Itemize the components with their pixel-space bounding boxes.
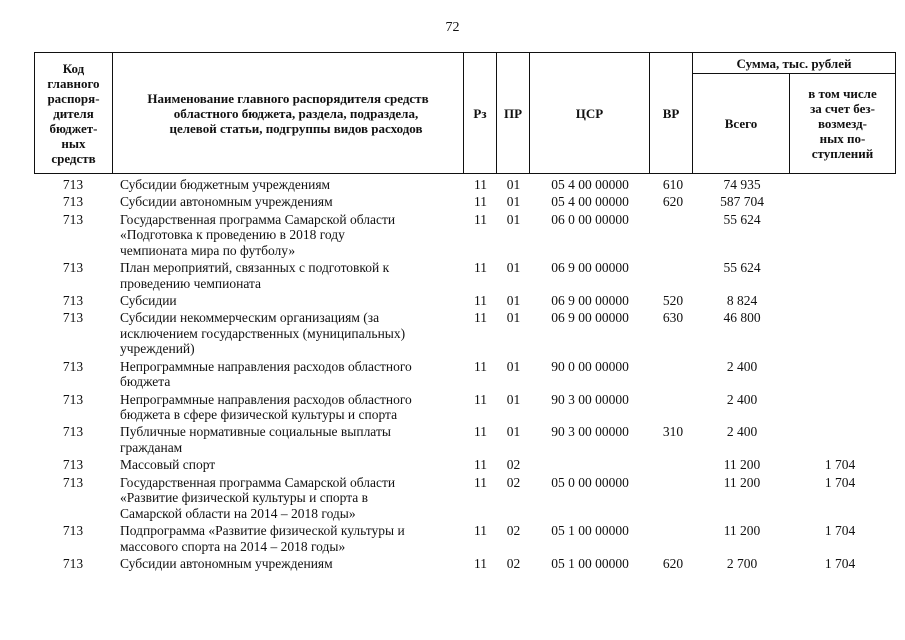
header-free: в том числе за счет без- возмезд- ных по- ступлений xyxy=(808,86,877,161)
row-free: 1 704 xyxy=(824,523,856,539)
row-pr: 01 xyxy=(506,310,521,326)
table-row xyxy=(34,260,896,291)
row-total: 2 400 xyxy=(726,424,758,440)
row-pr: 02 xyxy=(506,474,521,490)
row-name xyxy=(112,457,464,473)
row-name-line: учреждений) xyxy=(120,341,195,357)
row-vr xyxy=(650,523,696,554)
row-name-line: Массовый спорт xyxy=(120,457,216,473)
row-name-line: План мероприятий, связанных с подготовкой к xyxy=(120,260,390,276)
row-name xyxy=(112,293,464,309)
row-name xyxy=(112,475,464,522)
row-rz: 11 xyxy=(474,391,487,407)
row-pr: 01 xyxy=(506,391,521,407)
row-csr xyxy=(530,457,650,473)
row-pr: 02 xyxy=(506,523,521,539)
row-vr xyxy=(650,475,696,522)
row-rz: 11 xyxy=(474,310,487,326)
row-pr: 01 xyxy=(506,424,521,440)
row-csr: 06 9 00 00000 xyxy=(551,310,629,326)
row-total: 11 200 xyxy=(723,523,761,539)
row-rz: 11 xyxy=(474,194,487,210)
row-name-line: бюджета xyxy=(120,374,171,390)
row-name xyxy=(112,523,464,554)
row-vr: 620 xyxy=(662,555,684,571)
row-name-line: массового спорта на 2014 – 2018 годы» xyxy=(120,538,346,554)
row-name-line: Государственная программа Самарской области xyxy=(120,211,396,227)
row-pr: 01 xyxy=(506,194,521,210)
row-free: 1 704 xyxy=(824,555,856,571)
row-free xyxy=(788,177,892,193)
row-code: 713 xyxy=(62,474,84,490)
row-csr: 05 0 00 00000 xyxy=(551,474,629,490)
row-free xyxy=(788,293,892,309)
row-vr: 610 xyxy=(662,177,684,192)
row-code: 713 xyxy=(62,292,84,308)
table-row xyxy=(34,177,896,193)
row-total: 11 200 xyxy=(723,457,761,473)
row-rz: 11 xyxy=(474,260,487,276)
row-code: 713 xyxy=(62,457,84,473)
row-code: 713 xyxy=(62,391,84,407)
row-name-line: «Развитие физической культуры и спорта в xyxy=(120,490,369,506)
row-free xyxy=(788,424,892,455)
header-code: Код главного распоря- дителя бюджет- ных средств xyxy=(47,60,100,166)
row-pr: 01 xyxy=(506,292,521,308)
row-name-line: Субсидии xyxy=(120,292,177,308)
table-row xyxy=(34,523,896,554)
row-rz: 11 xyxy=(474,474,487,490)
row-name-line: Субсидии некоммерческим организациям (за xyxy=(120,310,380,326)
table-body xyxy=(34,177,896,573)
row-name xyxy=(112,424,464,455)
row-rz: 11 xyxy=(474,211,487,227)
row-name xyxy=(112,556,464,572)
row-free xyxy=(788,359,892,390)
row-name-line: исключением государственных (муниципальных) xyxy=(120,325,406,341)
row-name xyxy=(112,260,464,291)
row-free xyxy=(788,310,892,357)
header-rz: Рз xyxy=(473,105,487,121)
row-csr: 06 0 00 00000 xyxy=(551,211,629,227)
row-code: 713 xyxy=(62,358,84,374)
row-vr xyxy=(650,359,696,390)
row-csr: 05 1 00 00000 xyxy=(551,523,629,539)
row-free xyxy=(788,260,892,291)
row-name-line: проведению чемпионата xyxy=(120,275,262,291)
row-rz: 11 xyxy=(474,555,487,571)
row-pr: 01 xyxy=(506,177,521,192)
row-pr: 01 xyxy=(506,260,521,276)
table-row xyxy=(34,212,896,259)
table-row xyxy=(34,424,896,455)
row-name-line: Государственная программа Самарской области xyxy=(120,474,396,490)
row-name-line: Субсидии бюджетным учреждениям xyxy=(120,177,331,192)
row-vr: 520 xyxy=(662,292,684,308)
row-total: 2 400 xyxy=(726,358,758,374)
row-csr: 06 9 00 00000 xyxy=(551,260,629,276)
row-name-line: гражданам xyxy=(120,440,183,455)
row-vr: 620 xyxy=(662,194,684,210)
row-total: 55 624 xyxy=(723,260,761,276)
row-free xyxy=(788,392,892,423)
row-code: 713 xyxy=(62,177,84,192)
header-col-divider xyxy=(895,52,896,174)
row-name-line: чемпионата мира по футболу» xyxy=(120,242,296,258)
row-name-line: Непрограммные направления расходов областного xyxy=(120,358,412,374)
row-pr: 01 xyxy=(506,358,521,374)
header-csr: ЦСР xyxy=(575,105,604,121)
row-csr: 05 4 00 00000 xyxy=(551,177,629,192)
row-total: 11 200 xyxy=(723,474,761,490)
row-pr: 02 xyxy=(506,457,521,473)
row-rz: 11 xyxy=(474,177,487,192)
row-vr xyxy=(650,392,696,423)
row-vr xyxy=(650,212,696,259)
row-name xyxy=(112,212,464,259)
row-rz: 11 xyxy=(474,358,487,374)
row-name-line: Подпрограмма «Развитие физической культуры и xyxy=(120,523,405,539)
row-name-line: «Подготовка к проведению в 2018 году xyxy=(120,227,345,243)
table-row xyxy=(34,392,896,423)
table-row xyxy=(34,475,896,522)
row-free: 1 704 xyxy=(824,474,856,490)
row-free xyxy=(788,194,892,210)
table-row xyxy=(34,457,896,473)
row-total: 2 700 xyxy=(726,555,758,571)
row-rz: 11 xyxy=(474,523,487,539)
row-csr: 05 1 00 00000 xyxy=(551,555,629,571)
row-name-line: Самарской области на 2014 – 2018 годы» xyxy=(120,505,356,521)
header-vr: ВР xyxy=(662,105,680,121)
row-pr: 02 xyxy=(506,555,521,571)
row-vr xyxy=(650,457,696,473)
row-code: 713 xyxy=(62,194,84,210)
row-code: 713 xyxy=(62,424,84,440)
row-total: 74 935 xyxy=(723,177,761,192)
row-total: 55 624 xyxy=(723,211,761,227)
page-number: 72 xyxy=(445,20,460,35)
row-name xyxy=(112,359,464,390)
row-name-line: Субсидии автономным учреждениям xyxy=(120,555,333,571)
header-pr: ПР xyxy=(503,105,523,121)
row-name xyxy=(112,194,464,210)
row-name-line: Непрограммные направления расходов областного xyxy=(120,391,412,407)
header-name: Наименование главного распорядителя средств областного бюджета, раздела, подраздела, целевой статьи, подгруппы видов расходов xyxy=(147,90,429,136)
row-name xyxy=(112,392,464,423)
row-csr: 06 9 00 00000 xyxy=(551,292,629,308)
row-free: 1 704 xyxy=(824,457,856,473)
table-row xyxy=(34,293,896,309)
table-row xyxy=(34,359,896,390)
row-free xyxy=(788,212,892,259)
row-code: 713 xyxy=(62,523,84,539)
row-name xyxy=(112,177,464,193)
row-name-line: Субсидии автономным учреждениям xyxy=(120,194,333,210)
row-rz: 11 xyxy=(474,292,487,308)
row-csr: 90 0 00 00000 xyxy=(551,358,629,374)
row-code: 713 xyxy=(62,555,84,571)
row-name-line: Публичные нормативные социальные выплаты xyxy=(120,424,391,440)
row-csr: 05 4 00 00000 xyxy=(551,194,629,210)
row-name-line: бюджета в сфере физической культуры и спорта xyxy=(120,407,398,423)
row-rz: 11 xyxy=(474,457,487,473)
table-row xyxy=(34,194,896,210)
row-vr xyxy=(650,260,696,291)
row-csr: 90 3 00 00000 xyxy=(551,391,629,407)
row-rz: 11 xyxy=(474,424,487,440)
row-code: 713 xyxy=(62,211,84,227)
row-code: 713 xyxy=(62,260,84,276)
header-total: Всего xyxy=(724,116,758,131)
table-row xyxy=(34,556,896,572)
table-row xyxy=(34,310,896,357)
row-total: 2 400 xyxy=(726,391,758,407)
row-total: 8 824 xyxy=(726,292,758,308)
header-border-bottom xyxy=(34,173,896,174)
row-code: 713 xyxy=(62,310,84,326)
row-total: 46 800 xyxy=(723,310,761,326)
row-pr: 01 xyxy=(506,211,521,227)
row-total: 587 704 xyxy=(720,194,764,210)
header-sum: Сумма, тыс. рублей xyxy=(736,55,852,71)
row-vr: 630 xyxy=(662,310,684,326)
row-csr: 90 3 00 00000 xyxy=(551,424,629,440)
row-name xyxy=(112,310,464,357)
row-vr: 310 xyxy=(662,424,684,440)
